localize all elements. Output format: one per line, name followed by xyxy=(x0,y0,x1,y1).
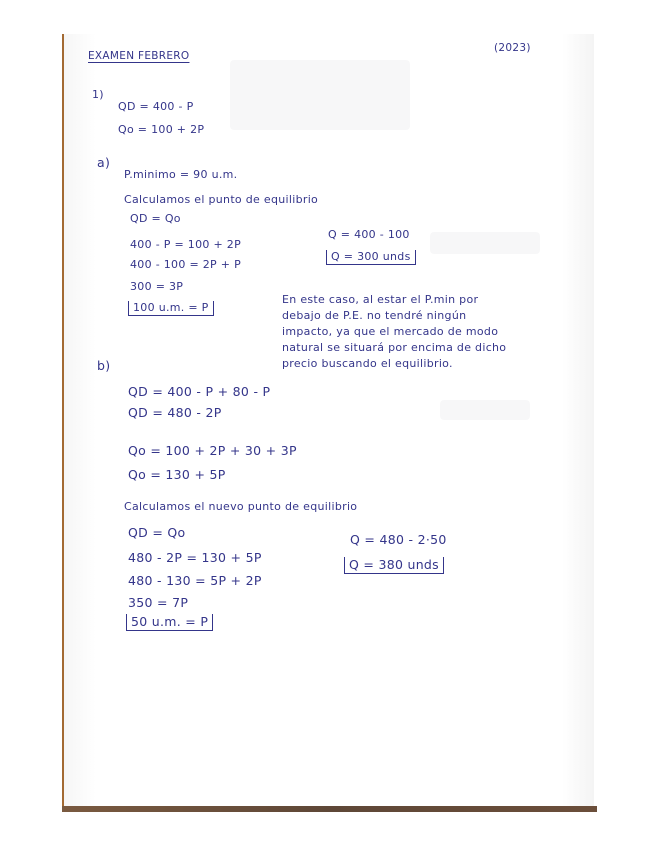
part-b-step: QD = Qo xyxy=(128,525,186,540)
part-b-step: 350 = 7P xyxy=(128,595,189,610)
part-b-step: 480 - 130 = 5P + 2P xyxy=(128,573,262,588)
minimum-price: P.minimo = 90 u.m. xyxy=(124,168,238,181)
bleed-through-mark xyxy=(440,400,530,420)
part-b-quantity-calc: Q = 480 - 2·50 xyxy=(350,532,447,547)
part-a-step: 300 = 3P xyxy=(130,280,184,293)
part-b-supply-simplified: Qo = 130 + 5P xyxy=(128,467,226,482)
part-a-price-result: 100 u.m. = P xyxy=(128,301,214,316)
part-a-step: 400 - P = 100 + 2P xyxy=(130,238,242,251)
part-b-label: b) xyxy=(97,358,111,373)
paper-sheet xyxy=(64,34,594,809)
part-a-note-line: debajo de P.E. no tendré ningún xyxy=(282,309,467,322)
part-a-note-line: En este caso, al estar el P.min por xyxy=(282,293,479,306)
part-a-quantity-calc: Q = 400 - 100 xyxy=(328,228,410,241)
exam-title: EXAMEN FEBRERO xyxy=(88,50,190,62)
part-a-note-line: impacto, ya que el mercado de modo xyxy=(282,325,499,338)
part-a-note-line: precio buscando el equilibrio. xyxy=(282,357,453,370)
part-b-price-result: 50 u.m. = P xyxy=(126,614,213,631)
part-b-supply-expanded: Qo = 100 + 2P + 30 + 3P xyxy=(128,443,297,458)
part-b-step: 480 - 2P = 130 + 5P xyxy=(128,550,262,565)
paper-bottom-edge xyxy=(62,806,597,812)
part-a-note-line: natural se situará por encima de dicho xyxy=(282,341,507,354)
exam-year: (2023) xyxy=(494,42,531,54)
part-a-calc-title: Calculamos el punto de equilibrio xyxy=(124,193,319,206)
part-b-quantity-result: Q = 380 unds xyxy=(344,557,444,574)
bleed-through-mark xyxy=(230,60,410,130)
part-b-calc-title: Calculamos el nuevo punto de equilibrio xyxy=(124,500,358,513)
demand-equation: QD = 400 - P xyxy=(118,100,194,113)
supply-equation: Qo = 100 + 2P xyxy=(118,123,205,136)
part-a-quantity-result: Q = 300 unds xyxy=(326,250,416,265)
part-a-step: 400 - 100 = 2P + P xyxy=(130,258,242,271)
section-number: 1) xyxy=(92,88,104,101)
part-a-label: a) xyxy=(97,155,111,170)
part-a-step: QD = Qo xyxy=(130,212,181,225)
part-b-demand-simplified: QD = 480 - 2P xyxy=(128,405,222,420)
part-b-demand-expanded: QD = 400 - P + 80 - P xyxy=(128,384,271,399)
bleed-through-mark xyxy=(430,232,540,254)
